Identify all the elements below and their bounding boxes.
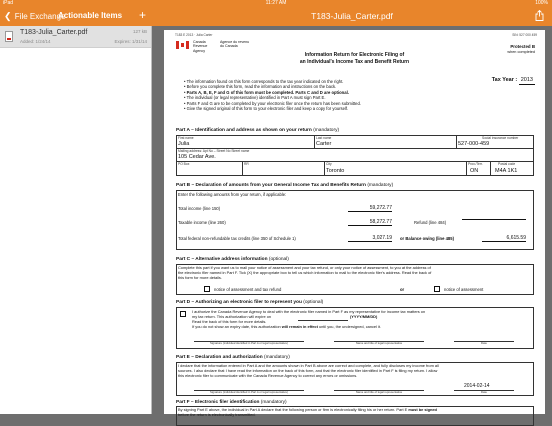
part-e-title: Part E – Declaration and authorization (mandatory) — [176, 355, 290, 360]
taxable-income-label: Taxable income (line 260) — [178, 220, 226, 225]
part-d-line2: my tax return. This authorization will expire on — [192, 314, 272, 319]
part-e-representative-line[interactable]: Name and title of legal representative — [334, 390, 424, 394]
status-battery: 100% — [535, 0, 548, 6]
first-name-label: First name — [178, 136, 194, 140]
rr-label: RR — [244, 162, 249, 166]
part-d-line1: I authorize the Canada Revenue Agency to deal with the electronic filer named in Part F as my representative for income tax matters on — [192, 309, 426, 314]
part-e-line3: this electronic filer to communicate with the Canada Revenue Agency to correct any errors or omissions. — [178, 373, 358, 378]
instruction-item: • The information found on this form corresponds to the tax year indicated on the right. — [184, 79, 444, 84]
part-c-line1: Complete this part if you want us to mail your notice of assessment and your tax refund, or only your notice of assessment, to you at the address of — [178, 265, 431, 270]
instruction-item: • Before you complete this form, read the information and instructions on the back. — [184, 84, 444, 89]
refund-field[interactable] — [462, 219, 526, 220]
refund-label: Refund (line 484) — [414, 220, 447, 225]
part-f-line2: before the return is electronically transmitted. — [178, 412, 256, 417]
instruction-item: • Parts F and G are to be completed by your electronic filer once the return has been submitted. — [184, 101, 444, 106]
last-name-field[interactable]: Carter — [316, 141, 332, 147]
option-assessment-and-refund: notice of assessment and tax refund — [214, 287, 282, 292]
back-button[interactable] — [4, 10, 65, 23]
date-format-label: (YYYY/MM/DD) — [350, 314, 378, 319]
file-name: T183-Julia_Carter.pdf — [20, 29, 88, 36]
sin-field[interactable]: 527-000-459 — [458, 141, 490, 147]
header-sin: SIN: 527 000 459 — [512, 33, 537, 37]
tax-year-value: 2013 — [520, 77, 533, 83]
form-title-line2: an Individual's Income Tax and Benefit Return — [299, 58, 410, 65]
total-income-label: Total income (line 150) — [178, 206, 221, 211]
back-button-label: File Exchange — [14, 12, 66, 21]
part-e-signature-line[interactable]: Signature (individual identified in Part A or legal representative) — [194, 390, 304, 394]
status-device: iPad — [3, 0, 14, 6]
part-f-title: Part F – Electronic filer identification (mandatory) — [176, 400, 287, 405]
postal-code-label: Postal code — [498, 162, 516, 166]
pdf-file-icon — [5, 31, 13, 42]
balance-label: or Balance owing (line 485) — [400, 236, 454, 241]
checkbox-authorize-filer[interactable] — [180, 311, 186, 317]
part-e-date-line[interactable]: Date — [454, 390, 514, 394]
protected-sub: when completed — [507, 50, 535, 54]
option-assessment-only: notice of assessment — [444, 287, 484, 292]
agency-name-fr: Agence du revenu du Canada — [220, 40, 250, 49]
checkbox-assessment-and-refund[interactable] — [204, 286, 210, 292]
sidebar-title: Actionable Items — [58, 11, 123, 20]
address-label: Mailing address: Apt No – Street No Street name — [178, 149, 250, 153]
file-expires-date: Expires: 1/31/14 — [114, 39, 147, 44]
po-box-label: PO Box — [178, 162, 190, 166]
sidebar-header — [0, 6, 152, 26]
file-list — [0, 26, 152, 414]
part-d-line4: If you do not show an expiry date, this authorization will remain in effect until you, the undersigned, cancel it. — [192, 324, 382, 329]
plus-icon[interactable]: + — [138, 8, 146, 22]
chevron-left-icon: ❮ — [4, 11, 12, 21]
part-a-title: Part A – Identification and address as shown on your return (mandatory) — [176, 128, 340, 133]
instructions-list — [184, 79, 444, 112]
pdf-page — [164, 30, 545, 417]
form-title — [164, 52, 545, 65]
checkbox-assessment-only[interactable] — [434, 286, 440, 292]
part-b-title: Part B – Declaration of amounts from your General Income Tax and Benefits Return (mandatory) — [176, 183, 394, 188]
balance-field[interactable]: 6,615.59 — [482, 235, 526, 242]
part-c-line3: this form for more details. — [178, 275, 222, 280]
postal-code-field[interactable]: M4A 1K1 — [495, 168, 518, 174]
credits-field[interactable]: 3,027.19 — [348, 235, 392, 242]
file-added-date: Added: 1/24/14 — [20, 39, 51, 44]
instruction-item: • The individual (or legal representative) identified in Part A must sign Part E. — [184, 95, 444, 100]
sin-label: Social insurance number — [482, 136, 519, 140]
address-field[interactable]: 105 Cedar Ave. — [178, 154, 216, 160]
part-c-title: Part C – Alternative address information (optional) — [176, 257, 289, 262]
credits-label: Total federal non-refundable tax credits (line 350 of Schedule 1) — [178, 236, 296, 241]
last-name-label: Last name — [316, 136, 332, 140]
total-income-field[interactable]: 59,272.77 — [348, 205, 392, 212]
file-size: 127 kB — [132, 29, 147, 34]
part-d-line3: Read the back of this form for more details. — [192, 319, 267, 324]
first-name-field[interactable]: Julia — [178, 141, 190, 147]
form-title-line1: Information Return for Electronic Filing of — [304, 52, 405, 58]
agency-name-en: Canada Revenue Agency — [193, 40, 208, 53]
part-e-line1: I declare that the information entered in Part A and the amounts shown in Part B above are correct and complete, and fully discloses my income from all — [178, 363, 439, 368]
part-f-line1: By signing Part E above, the individual in Part A declare that the following person or firm is electronically filing his or her return. Part E must be signed — [178, 407, 437, 412]
part-d-representative-line[interactable]: Name and title of legal representative — [334, 341, 424, 345]
tax-year-label: Tax Year : — [491, 77, 518, 83]
share-icon[interactable] — [535, 10, 544, 21]
city-label: City — [326, 162, 332, 166]
canada-flag-icon — [176, 41, 189, 49]
part-e-date-field[interactable]: 2014-02-14 — [464, 383, 490, 389]
instruction-item: • Give the signed original of this form to your electronic filer and keep a copy for yourself. — [184, 106, 444, 111]
province-field[interactable]: ON — [470, 168, 479, 174]
part-d-date-line[interactable]: Date — [454, 341, 514, 345]
part-c-line2: the electronic filer named in Part F. Tick (X) the appropriate box to tell us which information to mail to the electronic filer's address. Read the back of — [178, 270, 432, 275]
tax-year — [492, 77, 535, 85]
document-title: T183-Julia_Carter.pdf — [311, 11, 393, 21]
part-d-title: Part D – Authorizing an electronic filer to represent you (optional) — [176, 300, 324, 305]
part-b-intro: Enter the following amounts from your return, if applicable: — [178, 192, 287, 197]
city-field[interactable]: Toronto — [326, 168, 345, 174]
or-label: or — [400, 287, 405, 292]
status-time: 11:27 AM — [265, 0, 287, 6]
province-label: Prov./Terr. — [468, 162, 483, 166]
part-e-line2: sources. I also declare that I have read the information on the back of this form, and that the electronic filer identified in Part F is filing my return. I allow — [178, 368, 438, 373]
protected-label: Protected B — [510, 44, 535, 49]
file-list-item[interactable] — [0, 26, 151, 48]
document-header — [152, 6, 552, 26]
document-viewer[interactable] — [152, 26, 552, 417]
instruction-item: • Parts A, B, E, F and G of this form must be completed. Parts C and D are optional. — [184, 90, 444, 95]
form-code: T183 E 2013 · Julia Carter — [175, 33, 213, 37]
taxable-income-field[interactable]: 58,272.77 — [348, 219, 392, 226]
part-d-signature-line[interactable]: Signature (individual identified in Part A or legal representative) — [194, 341, 304, 345]
